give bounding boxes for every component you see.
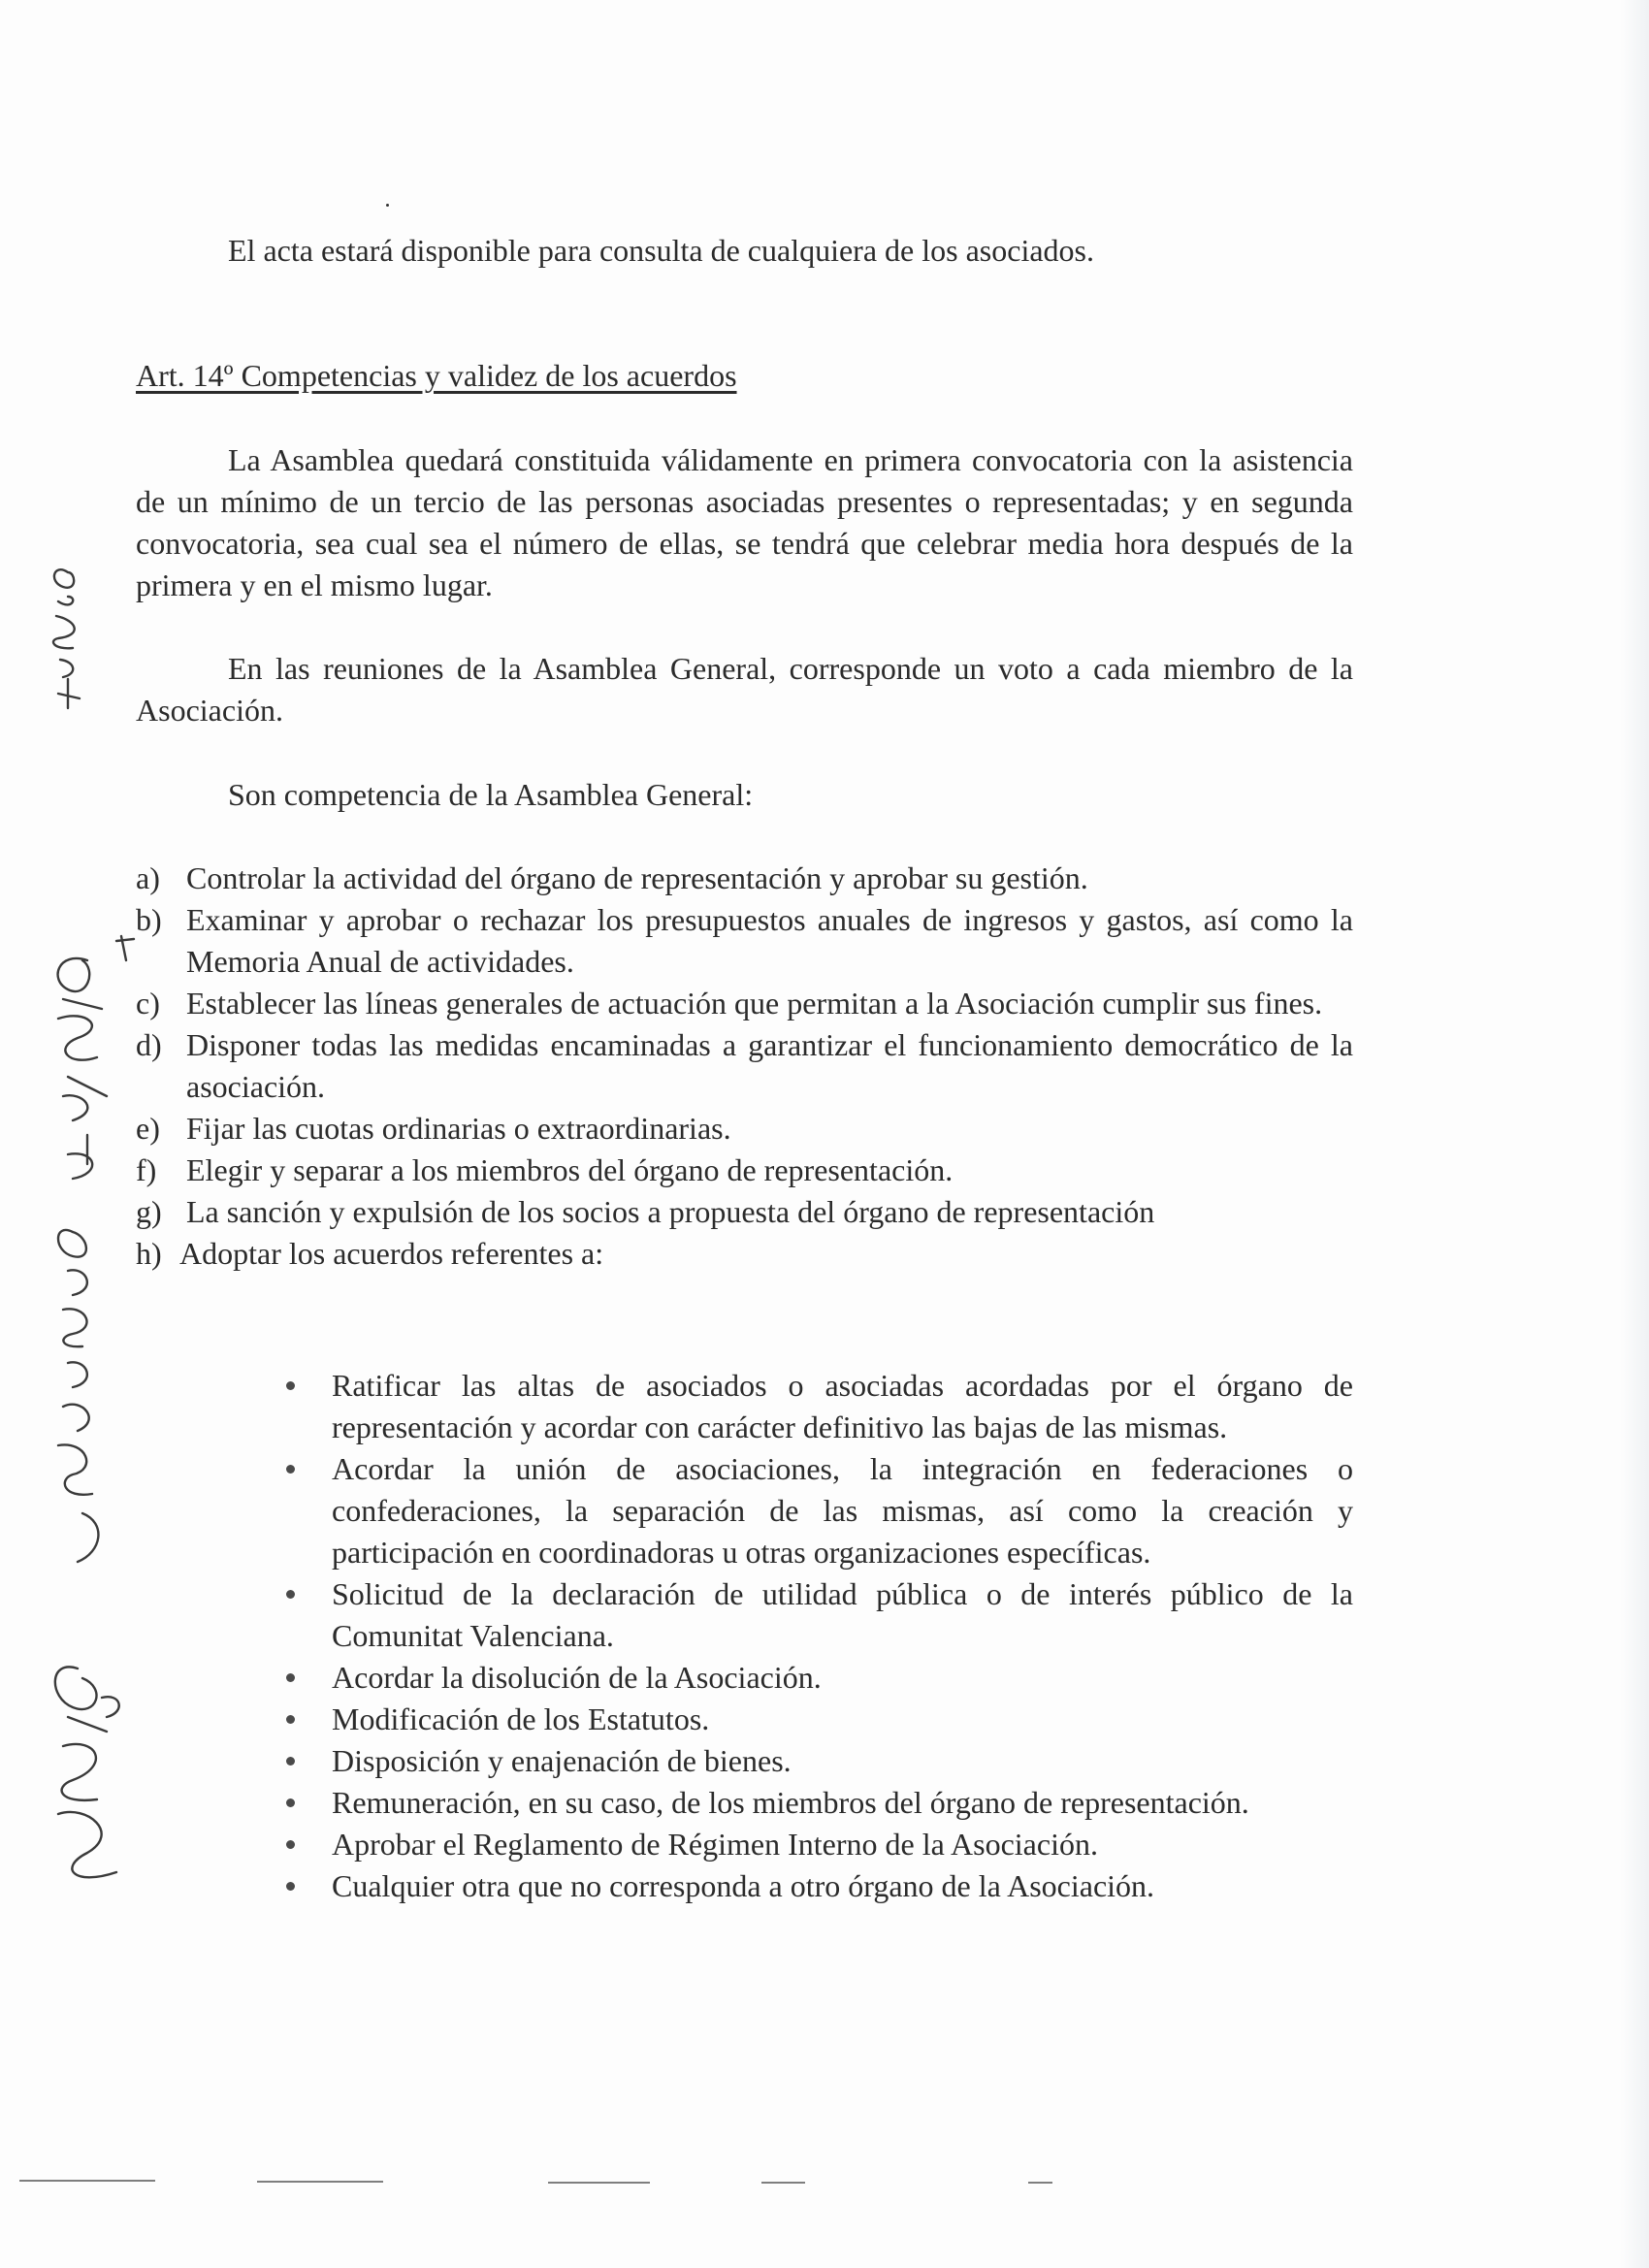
bullet-icon	[286, 1465, 295, 1474]
signature-2	[58, 936, 134, 1179]
paragraph-quorum	[136, 439, 1353, 606]
bullet-item	[286, 1365, 1353, 1448]
bullet-item	[286, 1824, 1353, 1865]
list-marker: d)	[136, 1027, 162, 1062]
list-item	[136, 983, 1353, 1024]
bullet-item	[286, 1740, 1353, 1782]
intro-text: El acta estará disponible para consulta de cualquiera de los asociados.	[228, 233, 1094, 268]
bullet-item-text: Modificación de los Estatutos.	[332, 1701, 710, 1736]
list-item-text: Adoptar los acuerdos referentes a:	[179, 1236, 604, 1271]
bullet-icon	[286, 1673, 295, 1682]
article-heading: Art. 14º Competencias y validez de los acuerdos	[136, 358, 737, 393]
list-marker: h)	[136, 1236, 162, 1271]
bullet-item	[286, 1573, 1353, 1657]
list-item-text: Disponer todas las medidas encaminadas a garantizar el funcionamiento democrático de la asociación.	[186, 1027, 1353, 1104]
competencias-list	[136, 858, 1353, 1275]
list-marker: b)	[136, 902, 162, 937]
paragraph-voting	[136, 648, 1353, 731]
list-item	[136, 899, 1353, 983]
signature-3	[58, 1230, 98, 1562]
list-item-text: La sanción y expulsión de los socios a propuesta del órgano de representación	[186, 1194, 1155, 1229]
bullet-icon	[286, 1757, 295, 1766]
list-item	[136, 1024, 1353, 1108]
list-item-text: Establecer las líneas generales de actuación que permitan a la Asociación cumplir sus fines.	[186, 986, 1323, 1021]
bullet-icon	[286, 1715, 295, 1724]
bullet-icon	[286, 1882, 295, 1891]
list-marker: g)	[136, 1194, 162, 1229]
footer-rules	[0, 2173, 1649, 2192]
list-marker: c)	[136, 986, 160, 1021]
paragraph-competencias-intro	[136, 774, 1353, 816]
bullet-item-text: Aprobar el Reglamento de Régimen Interno de la Asociación.	[332, 1827, 1098, 1862]
bullet-item	[286, 1865, 1353, 1907]
list-marker: e)	[136, 1111, 160, 1146]
list-item	[136, 858, 1353, 899]
bullet-item	[286, 1657, 1353, 1699]
bullet-item	[286, 1699, 1353, 1740]
list-item-text: Fijar las cuotas ordinarias o extraordinarias.	[186, 1111, 731, 1146]
paragraph-competencias-intro-text: Son competencia de la Asamblea General:	[228, 777, 754, 812]
paragraph-quorum-text: La Asamblea quedará constituida válidamente en primera convocatoria con la asistencia de un mínimo de un tercio de las personas asociadas presentes o representadas; y en segunda convocatoria, sea cual sea el número de ellas, se tendrá que celebrar media hora después de la primera y en el mismo lugar.	[136, 442, 1353, 602]
list-item	[136, 1233, 1353, 1275]
list-item	[136, 1150, 1353, 1191]
bullet-icon	[286, 1798, 295, 1807]
bullet-item	[286, 1448, 1353, 1573]
bullet-icon	[286, 1381, 295, 1390]
signature-4	[55, 1667, 119, 1877]
list-marker: f)	[136, 1152, 157, 1187]
paragraph-voting-text: En las reuniones de la Asamblea General, corresponde un voto a cada miembro de la Asociación.	[136, 651, 1353, 728]
bullet-icon	[286, 1840, 295, 1849]
bullet-item-text: Cualquier otra que no corresponda a otro órgano de la Asociación.	[332, 1868, 1155, 1903]
list-item-text: Examinar y aprobar o rechazar los presupuestos anuales de ingresos y gastos, así como la Memoria Anual de actividades.	[186, 902, 1353, 979]
acuerdos-list	[286, 1365, 1353, 1907]
intro-paragraph	[136, 230, 1353, 272]
list-item-text: Controlar la actividad del órgano de representación y aprobar su gestión.	[186, 860, 1088, 895]
list-item	[136, 1108, 1353, 1150]
list-item	[136, 1191, 1353, 1233]
list-item-text: Elegir y separar a los miembros del órgano de representación.	[186, 1152, 954, 1187]
signature-1	[53, 569, 80, 708]
bullet-item-text: Ratificar las altas de asociados o asociadas acordadas por el órgano de representación y acordar con carácter definitivo las bajas de las mismas.	[332, 1368, 1353, 1444]
margin-signatures	[29, 553, 155, 1911]
bullet-item-text: Acordar la disolución de la Asociación.	[332, 1660, 822, 1695]
list-marker: a)	[136, 860, 160, 895]
bullet-item-text: Solicitud de la declaración de utilidad pública o de interés público de la Comunitat Valenciana.	[332, 1576, 1353, 1653]
bullet-icon	[286, 1590, 295, 1599]
scan-speck	[386, 204, 389, 207]
bullet-item-text: Disposición y enajenación de bienes.	[332, 1743, 792, 1778]
bullet-item-text: Acordar la unión de asociaciones, la integración en federaciones o confederaciones, la separación de las mismas, así como la creación y participación en coordinadoras u otras organizaciones específicas.	[332, 1451, 1353, 1570]
bullet-item	[286, 1782, 1353, 1824]
bullet-item-text: Remuneración, en su caso, de los miembros del órgano de representación.	[332, 1785, 1249, 1820]
scan-edge-shadow	[1620, 0, 1649, 2268]
